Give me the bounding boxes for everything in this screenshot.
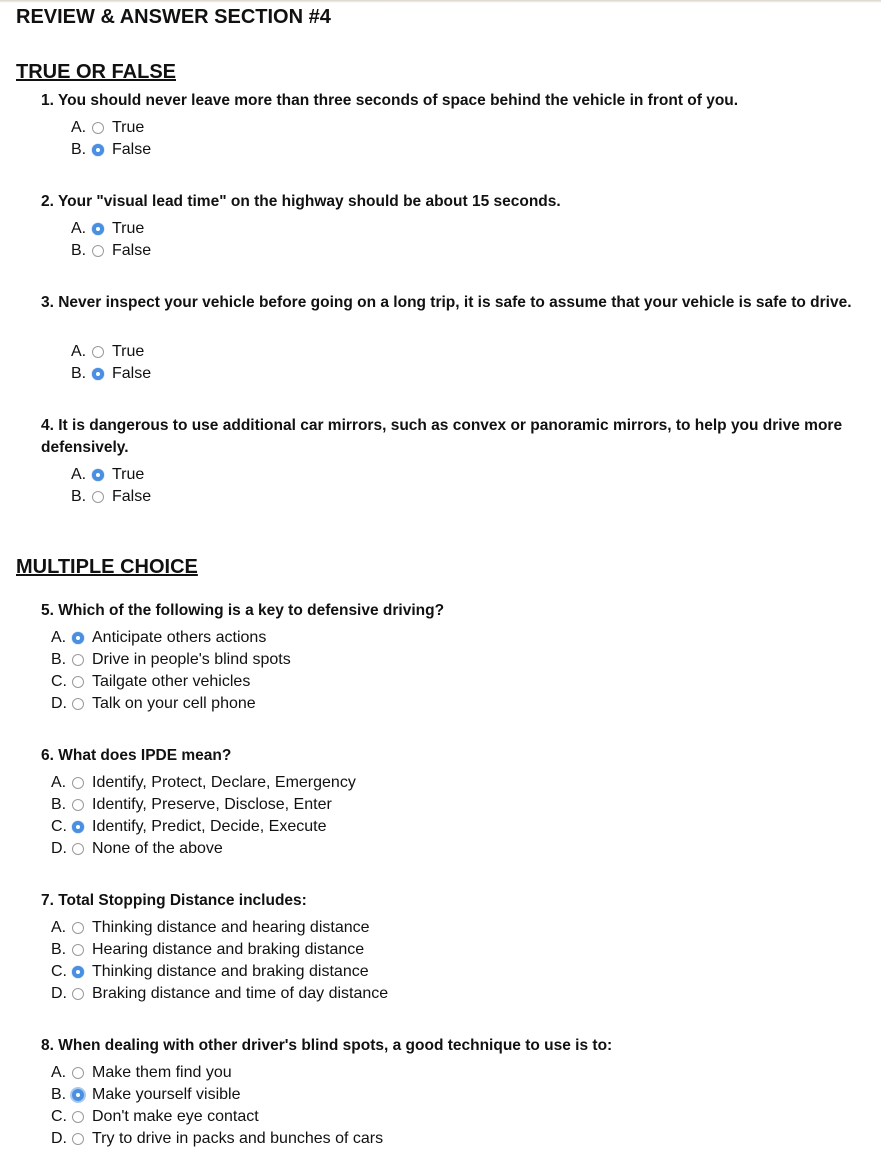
question-5: 5. Which of the following is a key to defensive driving? bbox=[41, 602, 445, 619]
q2-option-a[interactable] bbox=[71, 218, 151, 240]
q5-option-a[interactable] bbox=[51, 627, 291, 649]
question-4: 4. It is dangerous to use additional car mirrors, such as convex or panoramic mirrors, to help you drive more defensively. bbox=[41, 417, 843, 456]
radio-icon[interactable] bbox=[72, 654, 84, 666]
option-letter: D. bbox=[51, 695, 67, 712]
option-label: Braking distance and time of day distance bbox=[92, 985, 389, 1002]
radio-icon[interactable] bbox=[72, 843, 84, 855]
q7-option-d[interactable] bbox=[51, 983, 388, 1005]
option-letter: C. bbox=[51, 963, 67, 980]
radio-checked-icon[interactable] bbox=[72, 821, 84, 833]
q6-option-c[interactable] bbox=[51, 816, 356, 838]
top-divider bbox=[0, 0, 881, 3]
option-label: Identify, Preserve, Disclose, Enter bbox=[92, 796, 332, 813]
option-label: True bbox=[112, 343, 145, 360]
section-multiple-choice-title: MULTIPLE CHOICE bbox=[16, 556, 198, 578]
q7-option-c[interactable] bbox=[51, 961, 388, 983]
page-title: REVIEW & ANSWER SECTION #4 bbox=[16, 6, 331, 28]
q5-option-c[interactable] bbox=[51, 671, 291, 693]
q8-option-a[interactable] bbox=[51, 1062, 383, 1084]
question-3-options bbox=[71, 341, 151, 385]
question-1: 1. You should never leave more than three seconds of space behind the vehicle in front of you. bbox=[41, 92, 739, 109]
question-5-options bbox=[51, 627, 291, 715]
q7-option-a[interactable] bbox=[51, 917, 388, 939]
q6-option-b[interactable] bbox=[51, 794, 356, 816]
option-letter: A. bbox=[51, 1064, 67, 1081]
q3-option-b[interactable] bbox=[71, 363, 151, 385]
radio-icon[interactable] bbox=[92, 346, 104, 358]
option-letter: B. bbox=[51, 796, 67, 813]
option-letter: C. bbox=[51, 818, 67, 835]
radio-checked-icon[interactable] bbox=[92, 144, 104, 156]
option-label: Drive in people's blind spots bbox=[92, 651, 291, 668]
option-label: Hearing distance and braking distance bbox=[92, 941, 365, 958]
q3-option-a[interactable] bbox=[71, 341, 151, 363]
option-label: Don't make eye contact bbox=[92, 1108, 259, 1125]
radio-icon[interactable] bbox=[72, 1133, 84, 1145]
radio-checked-icon[interactable] bbox=[72, 1089, 84, 1101]
q4-option-a[interactable] bbox=[71, 464, 151, 486]
question-6-options bbox=[51, 772, 356, 860]
option-letter: D. bbox=[51, 1130, 67, 1147]
q8-option-c[interactable] bbox=[51, 1106, 383, 1128]
option-label: Make them find you bbox=[92, 1064, 232, 1081]
option-letter: A. bbox=[51, 919, 67, 936]
option-letter: A. bbox=[71, 220, 87, 237]
option-letter: D. bbox=[51, 840, 67, 857]
option-letter: B. bbox=[51, 651, 67, 668]
q8-option-b[interactable] bbox=[51, 1084, 383, 1106]
radio-icon[interactable] bbox=[92, 122, 104, 134]
radio-icon[interactable] bbox=[72, 799, 84, 811]
radio-checked-icon[interactable] bbox=[72, 632, 84, 644]
option-letter: B. bbox=[71, 242, 87, 259]
question-7: 7. Total Stopping Distance includes: bbox=[41, 892, 307, 909]
option-label: None of the above bbox=[92, 840, 223, 857]
radio-icon[interactable] bbox=[92, 491, 104, 503]
question-7-options bbox=[51, 917, 388, 1005]
option-letter: B. bbox=[51, 941, 67, 958]
option-letter: D. bbox=[51, 985, 67, 1002]
option-label: Thinking distance and braking distance bbox=[92, 963, 369, 980]
radio-icon[interactable] bbox=[72, 944, 84, 956]
question-3: 3. Never inspect your vehicle before going on a long trip, it is safe to assume that your vehicle is safe to drive. bbox=[41, 294, 852, 311]
option-letter: A. bbox=[71, 343, 87, 360]
q5-option-d[interactable] bbox=[51, 693, 291, 715]
option-label: Identify, Predict, Decide, Execute bbox=[92, 818, 327, 835]
option-letter: B. bbox=[71, 488, 87, 505]
option-label: Thinking distance and hearing distance bbox=[92, 919, 370, 936]
q6-option-a[interactable] bbox=[51, 772, 356, 794]
radio-icon[interactable] bbox=[72, 988, 84, 1000]
q8-option-d[interactable] bbox=[51, 1128, 383, 1150]
q5-option-b[interactable] bbox=[51, 649, 291, 671]
option-letter: A. bbox=[51, 629, 67, 646]
question-8: 8. When dealing with other driver's blind spots, a good technique to use is to: bbox=[41, 1037, 613, 1054]
option-letter: B. bbox=[71, 365, 87, 382]
option-label: True bbox=[112, 220, 145, 237]
option-label: True bbox=[112, 119, 145, 136]
option-label: False bbox=[112, 141, 152, 158]
radio-icon[interactable] bbox=[72, 698, 84, 710]
q7-option-b[interactable] bbox=[51, 939, 388, 961]
q1-option-b[interactable] bbox=[71, 139, 151, 161]
option-letter: C. bbox=[51, 673, 67, 690]
option-label: Make yourself visible bbox=[92, 1086, 241, 1103]
question-2-options bbox=[71, 218, 151, 262]
q1-option-a[interactable] bbox=[71, 117, 151, 139]
option-label: False bbox=[112, 488, 152, 505]
option-label: Talk on your cell phone bbox=[92, 695, 256, 712]
radio-icon[interactable] bbox=[72, 777, 84, 789]
radio-checked-icon[interactable] bbox=[92, 469, 104, 481]
option-label: Try to drive in packs and bunches of cars bbox=[92, 1130, 384, 1147]
radio-checked-icon[interactable] bbox=[72, 966, 84, 978]
radio-icon[interactable] bbox=[92, 245, 104, 257]
question-8-options bbox=[51, 1062, 383, 1150]
radio-icon[interactable] bbox=[72, 1067, 84, 1079]
option-letter: A. bbox=[71, 466, 87, 483]
option-letter: B. bbox=[51, 1086, 67, 1103]
option-label: False bbox=[112, 242, 152, 259]
question-6: 6. What does IPDE mean? bbox=[41, 747, 232, 764]
option-letter: A. bbox=[71, 119, 87, 136]
option-label: Anticipate others actions bbox=[92, 629, 267, 646]
q2-option-b[interactable] bbox=[71, 240, 151, 262]
question-4-options bbox=[71, 464, 151, 508]
radio-icon[interactable] bbox=[72, 922, 84, 934]
section-true-false-title: TRUE OR FALSE bbox=[16, 61, 177, 83]
radio-checked-icon[interactable] bbox=[92, 223, 104, 235]
radio-checked-icon[interactable] bbox=[92, 368, 104, 380]
option-label: True bbox=[112, 466, 145, 483]
option-letter: C. bbox=[51, 1108, 67, 1125]
option-label: Identify, Protect, Declare, Emergency bbox=[92, 774, 356, 791]
radio-icon[interactable] bbox=[72, 676, 84, 688]
q6-option-d[interactable] bbox=[51, 838, 356, 860]
option-label: False bbox=[112, 365, 152, 382]
radio-icon[interactable] bbox=[72, 1111, 84, 1123]
option-label: Tailgate other vehicles bbox=[92, 673, 251, 690]
q4-option-b[interactable] bbox=[71, 486, 151, 508]
question-2: 2. Your "visual lead time" on the highway should be about 15 seconds. bbox=[41, 193, 561, 210]
option-letter: A. bbox=[51, 774, 67, 791]
question-1-options bbox=[71, 117, 151, 161]
option-letter: B. bbox=[71, 141, 87, 158]
